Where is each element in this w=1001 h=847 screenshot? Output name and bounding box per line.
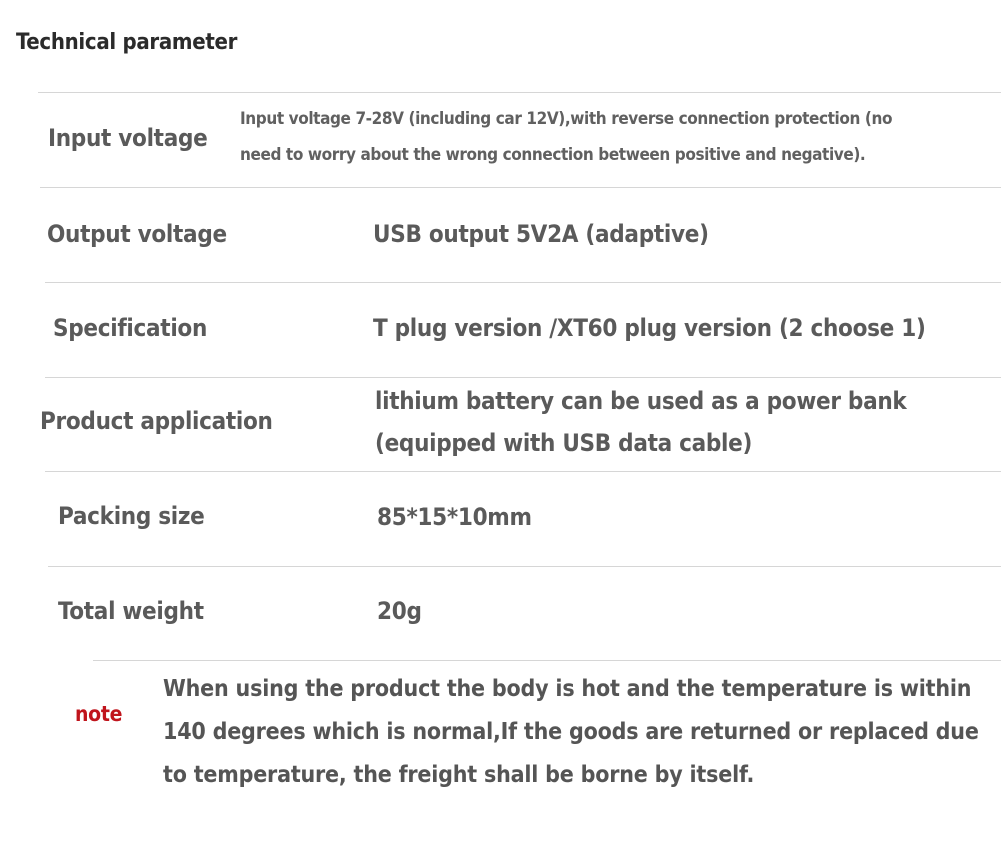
- spec-label: Specification: [53, 314, 208, 342]
- divider: [93, 660, 1001, 661]
- spec-value: 20g: [377, 597, 422, 625]
- note-line: to temperature, the freight shall be borne by itself.: [163, 762, 755, 788]
- spec-value-line: (equipped with USB data cable): [375, 429, 753, 457]
- spec-label: Packing size: [58, 502, 205, 530]
- divider: [45, 377, 1001, 378]
- spec-value-line: need to worry about the wrong connection between positive and negative).: [240, 145, 866, 165]
- spec-value: T plug version /XT60 plug version (2 choose 1): [373, 314, 926, 342]
- note-line: 140 degrees which is normal,If the goods are returned or replaced due: [163, 719, 979, 745]
- note-line: When using the product the body is hot and the temperature is within: [163, 676, 972, 702]
- spec-value: [240, 101, 892, 173]
- spec-label: Product application: [40, 407, 273, 435]
- divider: [40, 187, 1001, 188]
- note-label: note: [75, 702, 123, 726]
- divider: [48, 566, 1001, 567]
- spec-value: USB output 5V2A (adaptive): [373, 220, 709, 248]
- spec-label: Input voltage: [48, 124, 208, 152]
- spec-label: Output voltage: [47, 220, 227, 248]
- divider: [38, 92, 1001, 93]
- technical-parameter-heading: Technical parameter: [16, 30, 238, 55]
- divider: [45, 471, 1001, 472]
- divider: [45, 282, 1001, 283]
- note-text: [163, 668, 979, 797]
- spec-value: [375, 380, 906, 464]
- spec-value: 85*15*10mm: [377, 503, 532, 531]
- spec-label: Total weight: [58, 597, 204, 625]
- spec-value-line: lithium battery can be used as a power bank: [375, 387, 907, 415]
- spec-value-line: Input voltage 7-28V (including car 12V),with reverse connection protection (no: [240, 109, 893, 129]
